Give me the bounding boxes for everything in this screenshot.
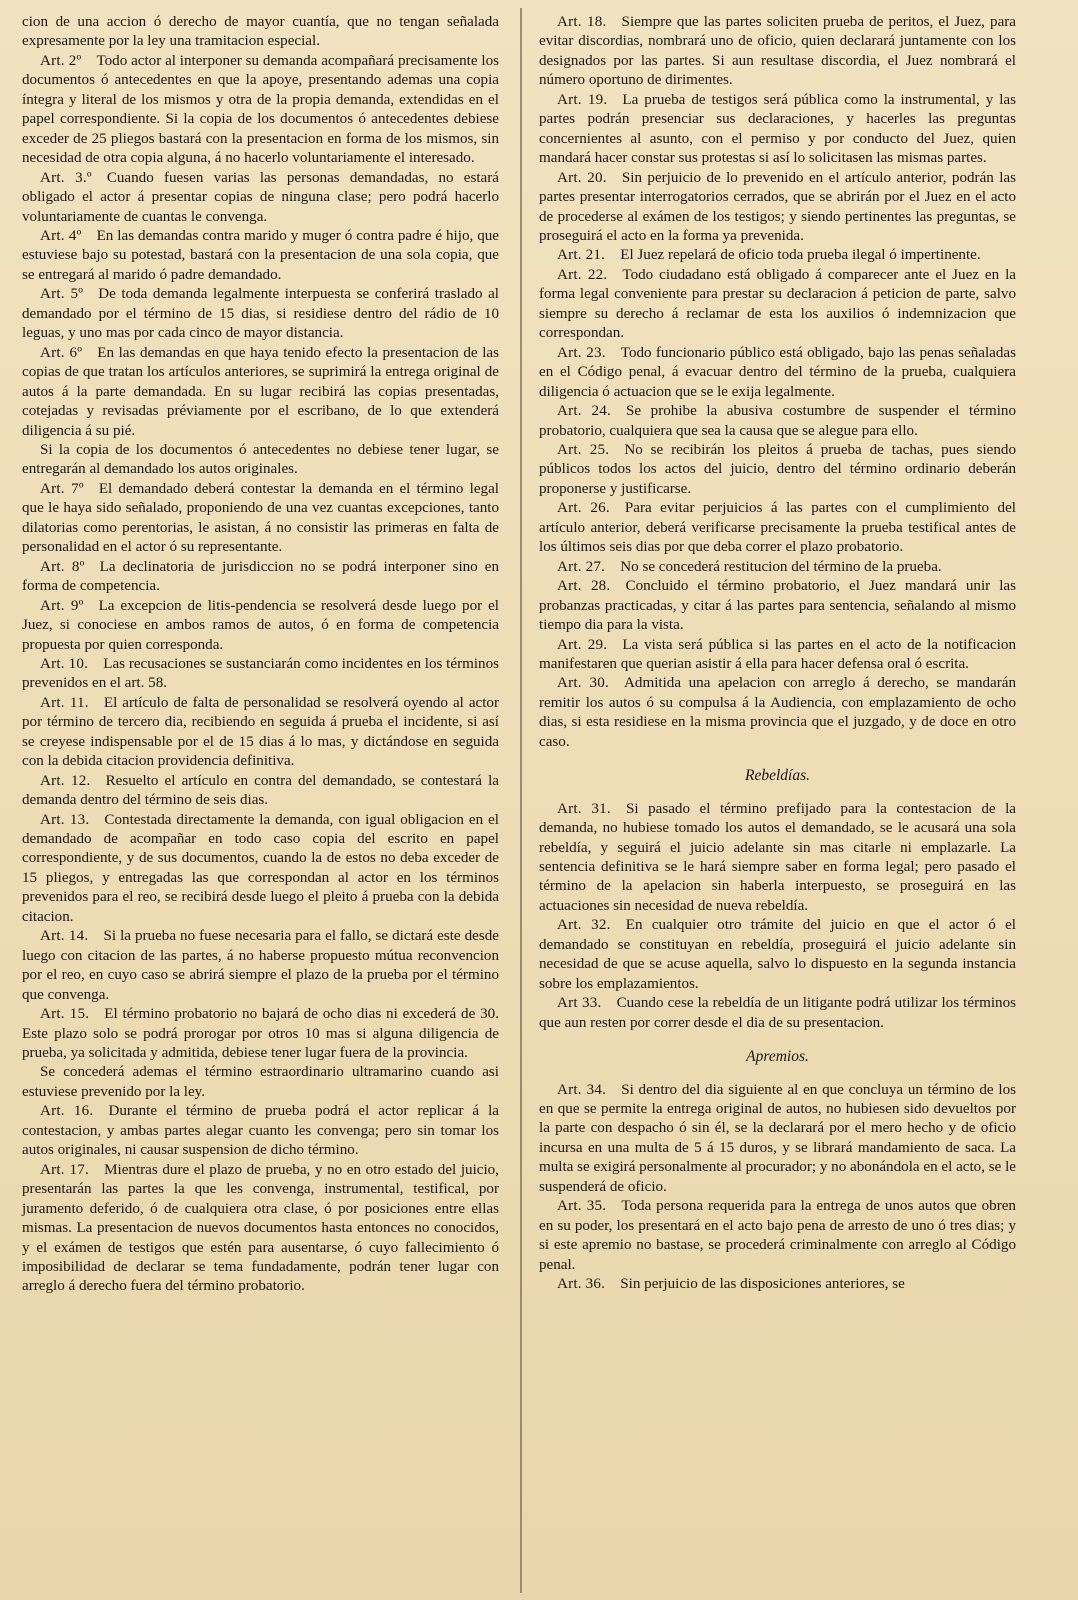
article-paragraph — [539, 441, 1016, 499]
article-paragraph — [22, 227, 499, 285]
article-text: De toda demanda legalmente interpuesta se conferirá traslado al demandado por el término de 15 dias, si residiese dentro del rádio de 10 leguas, y uno mas por cada cinco de mayor distancia. — [22, 286, 499, 342]
article-number: Art. 22. — [557, 266, 608, 283]
article-number: Art. 23. — [557, 344, 606, 361]
article-paragraph — [22, 694, 499, 772]
paragraph: Si la copia de los documentos ó antecedentes no debiese tener lugar, se entregarán al demandado los autos originales. — [22, 441, 499, 478]
article-paragraph — [539, 1275, 1016, 1294]
article-paragraph — [539, 558, 1016, 577]
article-number: Art. 6º — [40, 344, 83, 361]
article-number: Art. 28. — [557, 578, 611, 595]
article-paragraph — [539, 577, 1016, 635]
article-text: En las demandas en que haya tenido efecto la presentacion de las copias de que tratan los artículos anteriores, se suprimirá la entrega original de autos á la parte demandada. En su lugar recibirá las copias presentadas, cotejadas y revisadas préviamente por el escribano, de lo que extenderá diligencia á su pié. — [22, 344, 499, 439]
article-text: No se concederá restitucion del término de la prueba. — [620, 558, 942, 575]
article-number: Art 33. — [557, 995, 602, 1012]
left-column — [22, 13, 499, 1297]
article-text: La vista será pública si las partes en el acto de la notificacion manifestaren que querian asistir á ella para hacer defensa oral ó escrita. — [539, 636, 1017, 672]
article-text: Si dentro del dia siguiente al en que concluya un término de los en que se permite la entrega original de autos, no hubiesen sido devueltos por la parte con despacho ó sin él, se la declarará por el mero hecho y de oficio incursa en una multa de 5 á 15 duros, y se librará mandamiento de saca. La multa se exigirá personalmente al procurador; y no abonándola en el acto, se le suspenderá de oficio. — [539, 1081, 1016, 1195]
article-paragraph — [539, 13, 1016, 91]
article-paragraph — [22, 344, 499, 441]
article-text: El artículo de falta de personalidad se resolverá oyendo al actor por término de tercero dia, recibiendo en seguida á prueba el incidente, si así se creyese indispensable por el de 15 dias á lo mas, y dictándose en seguida con la debida citacion providencia definitiva. — [22, 694, 499, 770]
article-text: La declinatoria de jurisdiccion no se podrá interponer sino en forma de competencia. — [22, 558, 499, 595]
article-text: Admitida una apelacion con arreglo á derecho, se mandarán remitir los autos ó su compulsa á la Audiencia, con emplazamiento de ocho dias, si esta residiese en la misma provincia que el juzgado, y de doce en otro caso. — [539, 675, 1017, 750]
article-text: La excepcion de litis-pendencia se resolverá desde luego por el Juez, si conociese en ambos ramos de autos, ó en forma de competencia propuesta por quien corresponda. — [22, 597, 499, 653]
section-heading: Rebeldías. — [745, 767, 810, 785]
article-number: Art. 24. — [557, 403, 611, 420]
article-text: Toda persona requerida para la entrega de unos autos que obren en su poder, los presentará en el acto bajo pena de arresto de uno ó tres dias; y si este apremio no bastase, se procederá criminalmente con arreglo al Código penal. — [539, 1198, 1016, 1273]
article-number: Art. 17. — [40, 1161, 89, 1178]
article-text: En las demandas contra marido y muger ó contra padre é hijo, que estuviese bajo su potestad, bastará con la presentacion de una sola copia, que se entregará al marido ó padre demandado. — [22, 227, 500, 283]
article-paragraph — [539, 1197, 1016, 1275]
article-paragraph — [539, 674, 1016, 752]
article-number: Art. 26. — [557, 500, 610, 517]
article-number: Art. 30. — [557, 675, 609, 692]
article-paragraph — [539, 800, 1016, 917]
article-text: En cualquier otro trámite del juicio en que el actor ó el demandado se constituyan en rebeldía, proseguirá el juicio adelante sin necesidad de que se acuse aquella, salvo lo dispuesto en la segunda instancia sobre los emplazamientos. — [539, 917, 1016, 992]
article-number: Art. 21. — [557, 247, 606, 264]
continued-text: cion de una accion ó derecho de mayor cuantía, que no tengan señalada expresamente por la ley una tramitacion especial. — [22, 14, 499, 50]
article-text: El Juez repelará de oficio toda prueba ilegal ó impertinente. — [620, 247, 981, 264]
article-paragraph — [539, 402, 1016, 441]
article-paragraph — [22, 811, 499, 928]
article-number: Art. 7º — [40, 480, 84, 497]
article-text: Siempre que las partes soliciten prueba de peritos, el Juez, para evitar discordias, nombrará uno de oficio, quien declarará juntamente con los designados por las partes. Si aun resultase discordia, el Juez nombrará el número oportuno de dirimentes. — [539, 14, 1016, 89]
article-text: El demandado deberá contestar la demanda en el término legal que le haya sido señalado, proponiendo de una vez cuantas excepciones, tanto dilatorias como perentorias, le asistan, á no consistir las primeras en falta de personalidad en el actor ó su representante. — [22, 480, 500, 556]
article-text: Todo funcionario público está obligado, bajo las penas señaladas en el Código penal, á evacuar dentro del término de la prueba, cualquiera diligencia ó actuacion que se le exija legalmente. — [539, 344, 1016, 400]
article-text: Todo actor al interponer su demanda acompañará precisamente los documentos ó antecedentes en que la apoye, presentando ademas una copia íntegra y literal de los mismos y otra de la propia demanda, extendidas en el papel correspondiente. Si la copia de los documentos ó antecedentes debiese exceder de 25 pliegos bastará con la presentacion en forma de los mismos, sin necesidad de otra copia alguna, á no hacerlo voluntariamente el interesado. — [22, 52, 499, 167]
article-number: Art. 34. — [557, 1081, 607, 1098]
article-text: Contestada directamente la demanda, con igual obligacion en el demandado de acompañar en todo caso copia del escrito en papel correspondiente, y de sus documentos, cuando la de estos no deba exceder de 15 pliegos, y entregadas las que correspondan al actor en los términos prevenidos para el reo, se recibirá desde luego el pleito á prueba con la debida citacion. — [22, 811, 499, 925]
article-paragraph — [539, 344, 1016, 402]
article-text: El término probatorio no bajará de ocho dias ni excederá de 30. Este plazo solo se podrá prorogar por otros 10 mas si alguna diligencia de prueba, ya solicitada y admitida, debiese tener lugar fuera de la provincia. — [22, 1006, 499, 1062]
article-number: Art. 31. — [557, 800, 611, 817]
article-number: Art. 36. — [557, 1276, 606, 1293]
article-number: Art. 2º — [40, 52, 82, 69]
article-paragraph — [539, 266, 1016, 344]
article-paragraph — [539, 916, 1016, 994]
article-paragraph — [22, 1161, 499, 1297]
article-text: Sin perjuicio de las disposiciones anteriores, se — [620, 1276, 905, 1293]
article-number: Art. 32. — [557, 917, 611, 934]
article-paragraph — [539, 1081, 1016, 1198]
article-text: Sin perjuicio de lo prevenido en el artículo anterior, podrán las partes presentar interrogatorios cerrados, que se abrirán por el Juez en el acto de procederse al exámen de los testigos; y siendo pertinentes las preguntas, se proseguirá el acto en la forma ya prevenida. — [539, 169, 1016, 244]
article-number: Art. 27. — [557, 558, 606, 575]
right-column — [539, 13, 1016, 1295]
article-text: Si la prueba no fuese necesaria para el fallo, se dictará este desde luego con citacion de las partes, á no haberse propuesto mútua reconvencion por el reo, en cuyo caso se abrirá siempre el plazo de la prueba por el término que convenga. — [22, 928, 499, 1003]
article-number: Art. 15. — [40, 1006, 90, 1023]
article-text: Se prohibe la abusiva costumbre de suspender el término probatorio, cualquiera que sea la causa que se alegue para ello. — [539, 403, 1016, 439]
article-number: Art. 18. — [557, 14, 607, 30]
article-text: No se recibirán los pleitos á prueba de tachas, pues siendo públicos todos los actos del juicio, dentro del término ordinario deberán proponerse y justificarse. — [539, 441, 1016, 497]
article-paragraph — [22, 480, 499, 558]
article-text: Durante el término de prueba podrá el actor replicar á la contestacion, y ambas partes alegar cuanto les convenga; pero sin tomar los autos originales, ni causar suspension de dicho término. — [22, 1103, 499, 1159]
article-number: Art. 5º — [40, 286, 84, 303]
article-paragraph — [539, 499, 1016, 557]
article-text: Las recusaciones se sustanciarán como incidentes en los términos prevenidos en el art. 58. — [22, 655, 499, 692]
column-divider — [520, 8, 522, 1593]
article-number: Art. 12. — [40, 772, 91, 789]
article-paragraph — [539, 169, 1016, 247]
article-number: Art. 14. — [40, 928, 89, 945]
article-number: Art. 16. — [40, 1103, 94, 1120]
article-number: Art. 8º — [40, 558, 85, 575]
article-paragraph — [539, 636, 1016, 675]
article-text: Resuelto el artículo en contra del demandado, se contestará la demanda dentro del término de seis dias. — [22, 772, 499, 809]
article-text: Cuando fuesen varias las personas demandadas, no estará obligado el actor á presentar copias de ninguna clase; pero podrá hacerlo voluntariamente de cuantas le convenga. — [22, 169, 499, 225]
article-number: Art. 13. — [40, 811, 90, 828]
article-paragraph — [22, 1102, 499, 1160]
article-text: Concluido el término probatorio, el Juez mandará unir las probanzas practicadas, y citar á las partes para sentencia, señalando al mismo tiempo dia para la vista. — [539, 578, 1016, 634]
article-paragraph — [22, 1005, 499, 1063]
article-number: Art. 29. — [557, 636, 608, 653]
article-paragraph — [22, 558, 499, 597]
article-number: Art. 10. — [40, 655, 89, 672]
paragraph: Se concederá ademas el término estraordinario ultramarino cuando asi estuviese prevenido por la ley. — [22, 1064, 499, 1100]
article-paragraph — [22, 285, 499, 343]
article-number: Art. 3.º — [40, 169, 92, 186]
article-number: Art. 20. — [557, 169, 607, 186]
article-paragraph — [539, 246, 1016, 265]
article-number: Art. 35. — [557, 1198, 607, 1215]
article-number: Art. 25. — [557, 441, 610, 458]
article-number: Art. 11. — [40, 694, 89, 711]
article-number: Art. 19. — [557, 91, 608, 108]
section-heading: Apremios. — [746, 1048, 809, 1066]
article-number: Art. 4º — [40, 227, 82, 244]
article-text: Si pasado el término prefijado para la contestacion de la demanda, no hubiese tomado los autos el demandado, se le acusará una sola rebeldía, y seguirá el juicio adelante sin mas citarle ni emplazarle. La sentencia definitiva se le hará siempre saber en forma legal; pero pasado el término de la apelacion sin haberla interpuesto, se proseguirá en las actuaciones sin necesidad de nueva rebeldía. — [539, 800, 1016, 914]
article-paragraph — [22, 52, 499, 169]
article-paragraph — [22, 655, 499, 694]
article-text: La prueba de testigos será pública como la instrumental, y las partes podrán presenciar sus declaraciones, y hacerles las preguntas concernientes al asunto, con el permiso y por conducto del Juez, quien mandará hacer constar sus protestas si así lo solicitasen las mismas partes. — [539, 91, 1017, 167]
article-paragraph — [22, 927, 499, 1005]
article-text: Para evitar perjuicios á las partes con el cumplimiento del artículo anterior, deberá verificarse precisamente la prueba testifical antes de los últimos seis dias por que deba correr el plazo probatorio. — [539, 500, 1016, 556]
article-text: Todo ciudadano está obligado á comparecer ante el Juez en la forma legal conveniente para prestar su declaracion á peticion de parte, salvo siempre su derecho á reclamar de esta los auxilios ó indemnizacion que correspondan. — [539, 266, 1016, 342]
article-paragraph — [22, 597, 499, 655]
article-text: Mientras dure el plazo de prueba, y no en otro estado del juicio, presentarán las partes la que les convenga, instrumental, testifical, por juramento deferido, ó de cualquiera otra clase, ó por posiciones entre ellas mismas. La presentacion de nuevos documentos hasta entonces no conocidos, y el exámen de testigos que estén para ausentarse, ó cuyo fallecimiento ó imposibilidad de declarar se tema fundadamente, podrán tener lugar con arreglo á derecho fuera del término probatorio. — [22, 1161, 499, 1295]
article-paragraph — [22, 772, 499, 811]
article-paragraph — [539, 994, 1016, 1033]
article-number: Art. 9º — [40, 597, 84, 614]
article-text: Cuando cese la rebeldía de un litigante podrá utilizar los términos que aun resten por correr desde el dia de su presentacion. — [539, 995, 1016, 1031]
article-paragraph — [22, 169, 499, 227]
article-paragraph — [539, 91, 1016, 169]
